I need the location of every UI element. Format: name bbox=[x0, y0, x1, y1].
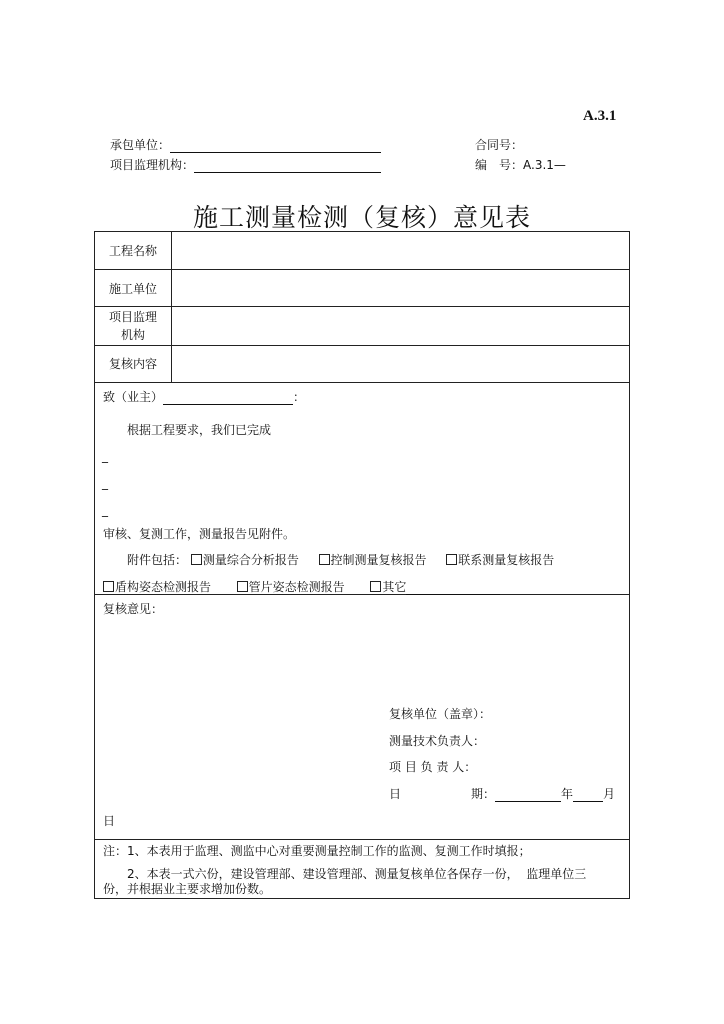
day-char: 日 bbox=[103, 814, 116, 828]
attachment-checkbox-5[interactable] bbox=[237, 580, 345, 594]
serial-value: A.3.1— bbox=[523, 158, 566, 172]
attachment-label-2: 控制测量复核报告 bbox=[330, 553, 427, 567]
label-project-name: 工程名称 bbox=[108, 244, 157, 258]
supervision-row bbox=[110, 156, 381, 173]
label-supervision-line1: 项目监理 bbox=[108, 310, 157, 324]
supervision-org-field[interactable] bbox=[173, 308, 627, 343]
attachment-label-5: 管片姿态检测报告 bbox=[248, 580, 345, 594]
label-divider bbox=[171, 232, 172, 382]
contractor-label: 承包单位： bbox=[110, 138, 171, 152]
attachments-row-1 bbox=[127, 551, 554, 568]
tech-lead-label: 测量技术负责人： bbox=[389, 734, 486, 748]
owner-field[interactable] bbox=[163, 392, 293, 405]
serial-no bbox=[475, 156, 566, 173]
form-code: A.3.1 bbox=[583, 108, 617, 124]
attachment-label-4: 盾构姿态检测报告 bbox=[115, 580, 212, 594]
note-line-3: 份，并根据业主要求增加份数。 bbox=[103, 882, 272, 896]
contract-no-label: 合同号： bbox=[475, 138, 524, 152]
checkbox-icon bbox=[191, 554, 202, 565]
label-review-content: 复核内容 bbox=[108, 357, 157, 371]
attachment-label-6: 其它 bbox=[382, 580, 407, 594]
other-field[interactable] bbox=[406, 582, 500, 595]
checkbox-icon bbox=[319, 554, 330, 565]
blank-line-1[interactable]: _ bbox=[102, 449, 108, 463]
note-line-2: 2、本表一式六份，建设管理部、建设管理部、测量复核单位各保存一份， 监理单位三 bbox=[103, 867, 587, 881]
supervision-field[interactable] bbox=[194, 160, 381, 173]
date-row bbox=[389, 785, 615, 802]
project-lead-label: 项 目 负 责 人： bbox=[389, 760, 477, 774]
row-line bbox=[95, 269, 629, 270]
attachment-checkbox-1[interactable] bbox=[191, 553, 299, 567]
serial-label: 编 号： bbox=[475, 158, 524, 172]
attachment-checkbox-4[interactable] bbox=[103, 580, 211, 594]
intro-text: 根据工程要求，我们已完成 bbox=[127, 423, 272, 437]
attachment-checkbox-3[interactable] bbox=[446, 553, 554, 567]
form-table bbox=[94, 231, 630, 899]
year-field[interactable] bbox=[495, 789, 561, 802]
label-construction-unit: 施工单位 bbox=[108, 282, 157, 296]
review-content-field[interactable] bbox=[173, 347, 627, 380]
attachment-label-3: 联系测量复核报告 bbox=[458, 553, 555, 567]
supervision-label: 项目监理机构： bbox=[110, 158, 195, 172]
date-label-day: 日 bbox=[389, 787, 402, 801]
contractor-field[interactable] bbox=[170, 140, 381, 153]
attachment-checkbox-6[interactable] bbox=[370, 580, 406, 594]
construction-unit-field[interactable] bbox=[173, 271, 627, 304]
row-line bbox=[95, 345, 629, 346]
blank-line-3[interactable]: _ bbox=[102, 503, 108, 517]
project-name-field[interactable] bbox=[173, 234, 627, 267]
to-owner-label: 致（业主） bbox=[103, 390, 164, 404]
to-owner-suffix: ： bbox=[293, 390, 306, 404]
blank-line-2[interactable]: _ bbox=[102, 476, 108, 490]
opinion-label: 复核意见： bbox=[103, 602, 164, 616]
attachments-row-2 bbox=[103, 578, 500, 595]
review-unit-label: 复核单位（盖章）： bbox=[389, 707, 492, 721]
checkbox-icon bbox=[237, 581, 248, 592]
form-title: 施工测量检测（复核）意见表 bbox=[192, 203, 531, 232]
month-char: 月 bbox=[603, 787, 616, 801]
checkbox-icon bbox=[370, 581, 381, 592]
attachment-label-1: 测量综合分析报告 bbox=[202, 553, 299, 567]
note-line-1: 注：1、本表用于监理、测监中心对重要测量控制工作的监测、复测工作时填报； bbox=[103, 844, 531, 858]
row-line bbox=[95, 306, 629, 307]
contractor-row bbox=[110, 136, 381, 153]
contract-no bbox=[475, 136, 523, 153]
attachment-checkbox-2[interactable] bbox=[319, 553, 427, 567]
year-char: 年 bbox=[561, 787, 574, 801]
label-supervision-line2: 机构 bbox=[120, 328, 145, 342]
checkbox-icon bbox=[103, 581, 114, 592]
attachments-label: 附件包括： bbox=[127, 553, 188, 567]
date-label-qi: 期： bbox=[471, 787, 496, 801]
month-field[interactable] bbox=[573, 789, 603, 802]
checkbox-icon bbox=[446, 554, 457, 565]
row-line bbox=[95, 382, 629, 383]
to-owner-row bbox=[103, 388, 305, 405]
label-supervision-org bbox=[95, 308, 171, 344]
complete-text: 审核、复测工作，测量报告见附件。 bbox=[103, 527, 296, 541]
